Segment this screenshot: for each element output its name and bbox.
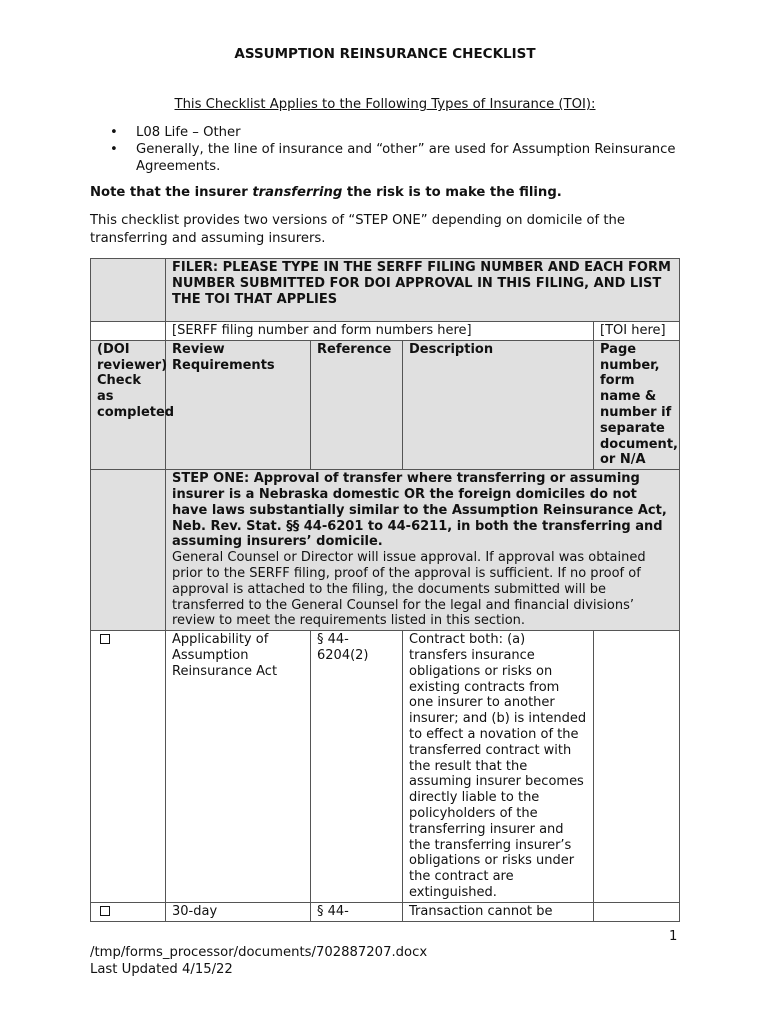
column-header-page: Page number, form name & number if separate document, or N/A [594,340,680,469]
footer [90,944,427,978]
footer-file-path: /tmp/forms_processor/documents/702887207.docx [90,945,428,960]
note-emphasis: transferring [252,185,343,200]
empty-cell [91,470,166,631]
list-item [110,141,690,175]
check-cell [91,631,166,903]
note-text-before: Note that the insurer [90,185,253,200]
step-one-section [166,470,680,631]
description-cell: Transaction cannot be [403,902,594,922]
serff-number-field[interactable]: [SERFF filing number and form numbers here] [166,322,594,341]
column-header-reference: Reference [311,340,403,469]
bullet-icon: • [110,125,118,140]
empty-cell [91,259,166,322]
column-header-check: (DOI reviewer) Check as completed [91,340,166,469]
step-one-row [91,470,680,631]
checkbox[interactable] [100,906,110,916]
bullet-text: L08 Life – Other [136,125,241,140]
check-cell [91,902,166,922]
column-header-description: Description [403,340,594,469]
table-row [91,631,680,903]
checkbox[interactable] [100,634,110,644]
column-header-review: Review Requirements [166,340,311,469]
intro-paragraph: This checklist provides two versions of “STEP ONE” depending on domicile of the transferring and assuming insurers. [90,213,625,246]
document-title: ASSUMPTION REINSURANCE CHECKLIST [234,46,536,62]
bullet-text: Generally, the line of insurance and “other” are used for Assumption Reinsurance Agreements. [136,142,676,174]
empty-cell [91,322,166,341]
step-one-instructions: General Counsel or Director will issue approval. If approval was obtained prior to the SERFF filing, proof of the approval is sufficient. If no proof of approval is attached to the filing, the documents submitted will be transferred to the General Counsel for the legal and financial divisions’ review to meet the requirements listed in this section. [172,550,646,629]
toi-bullet-list [110,124,690,175]
reference-cell: § 44- [311,902,403,922]
note-text-after: the risk is to make the filing. [342,185,562,200]
page-number: 1 [669,929,678,944]
filing-note [90,185,562,200]
footer-last-updated: Last Updated 4/15/22 [90,962,233,977]
list-item [110,124,690,141]
bullet-icon: • [110,142,118,157]
checklist-table [90,258,680,922]
filer-header-row [91,259,680,322]
requirement-cell: Applicability of Assumption Reinsurance Act [166,631,311,903]
page-cell[interactable] [594,631,680,903]
serff-entry-row [91,322,680,341]
toi-field[interactable]: [TOI here] [594,322,680,341]
filer-instruction: FILER: PLEASE TYPE IN THE SERFF FILING NUMBER AND EACH FORM NUMBER SUBMITTED FOR DOI APPROVAL IN THIS FILING, AND LIST THE TOI THAT APPLIES [166,259,680,322]
description-cell: Contract both: (a) transfers insurance obligations or risks on existing contracts from one insurer to another insurer; and (b) is intended to effect a novation of the transferred contract with the result that the assuming insurer becomes directly liable to the policyholders of the transferring insurer and the transferring insurer’s obligations or risks under the contract are extinguished. [403,631,594,903]
reference-cell: § 44-6204(2) [311,631,403,903]
page-cell[interactable] [594,902,680,922]
column-header-row [91,340,680,469]
table-row [91,902,680,922]
step-one-heading: STEP ONE: Approval of transfer where transferring or assuming insurer is a Nebraska domestic OR the foreign domiciles do not have laws substantially similar to the Assumption Reinsurance Act, Neb. Rev. Stat. §§ 44-6201 to 44-6211, in both the transferring and assuming insurers’ domicile. [172,471,667,550]
toi-subtitle: This Checklist Applies to the Following Types of Insurance (TOI): [174,97,596,112]
requirement-cell: 30-day [166,902,311,922]
